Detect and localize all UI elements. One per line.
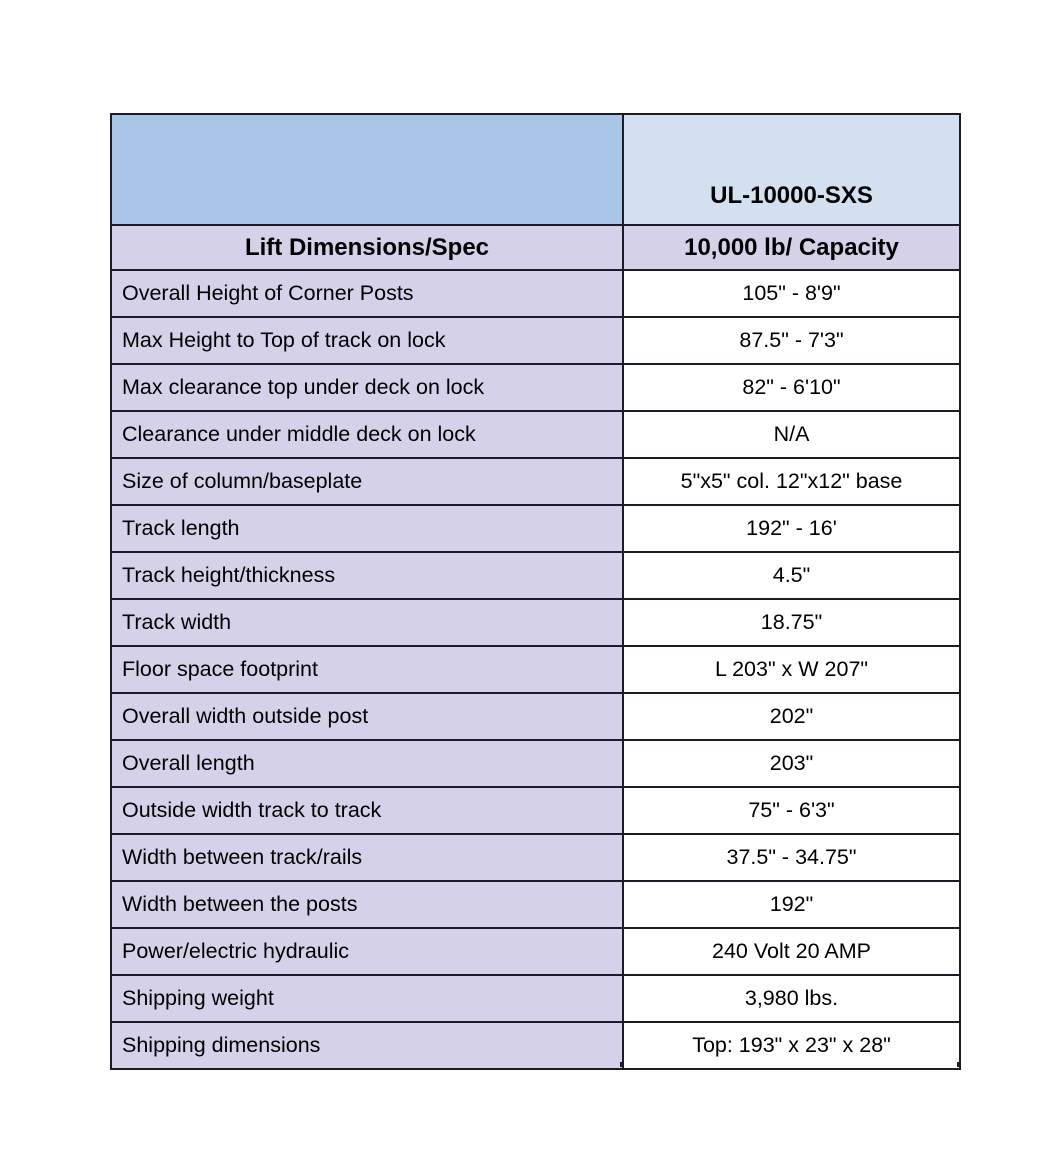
spec-label: Width between track/rails: [111, 834, 623, 881]
spec-label: Track width: [111, 599, 623, 646]
spec-value: 4.5": [623, 552, 960, 599]
spec-label: Outside width track to track: [111, 787, 623, 834]
spec-value: 240 Volt 20 AMP: [623, 928, 960, 975]
table-row: [111, 411, 960, 458]
spec-value: L 203" x W 207": [623, 646, 960, 693]
spec-label: Track height/thickness: [111, 552, 623, 599]
table-row: [111, 646, 960, 693]
table-row: [111, 975, 960, 1022]
header-blank-cell: [111, 114, 623, 225]
spec-label: Size of column/baseplate: [111, 458, 623, 505]
spec-label: Shipping weight: [111, 975, 623, 1022]
clipped-label-cell: [110, 1062, 622, 1067]
spec-label: Max clearance top under deck on lock: [111, 364, 623, 411]
spec-label: Width between the posts: [111, 881, 623, 928]
table-row: [111, 881, 960, 928]
spec-label: Power/electric hydraulic: [111, 928, 623, 975]
table-row: [111, 317, 960, 364]
table-row: [111, 599, 960, 646]
spec-label: Shipping dimensions: [111, 1022, 623, 1069]
spec-value: 192": [623, 881, 960, 928]
spec-value: 192" - 16': [623, 505, 960, 552]
spec-value: 3,980 lbs.: [623, 975, 960, 1022]
spec-label: Overall length: [111, 740, 623, 787]
clipped-next-row: [110, 1062, 959, 1067]
table-row: [111, 505, 960, 552]
table-subheader-row: [111, 225, 960, 270]
table-row: [111, 458, 960, 505]
table-body: [111, 114, 960, 1069]
clipped-value-cell: [622, 1062, 959, 1067]
table-row: [111, 740, 960, 787]
spec-value: 82" - 6'10": [623, 364, 960, 411]
table-row: [111, 787, 960, 834]
spec-label: Overall Height of Corner Posts: [111, 270, 623, 317]
spec-label: Clearance under middle deck on lock: [111, 411, 623, 458]
spec-value: 105" - 8'9": [623, 270, 960, 317]
subheader-spec-column: Lift Dimensions/Spec: [111, 225, 623, 270]
spec-value: 5"x5" col. 12"x12" base: [623, 458, 960, 505]
spec-value: 37.5" - 34.75": [623, 834, 960, 881]
spec-value: 75" - 6'3": [623, 787, 960, 834]
spec-label: Max Height to Top of track on lock: [111, 317, 623, 364]
table-row: [111, 364, 960, 411]
lift-specifications-table: [110, 113, 961, 1070]
table-row: [111, 693, 960, 740]
table-header-band: [111, 114, 960, 225]
spec-value: Top: 193" x 23" x 28": [623, 1022, 960, 1069]
spec-value: 203": [623, 740, 960, 787]
table-row: [111, 834, 960, 881]
spec-value: 202": [623, 693, 960, 740]
table-row: [111, 928, 960, 975]
spec-label: Track length: [111, 505, 623, 552]
header-model-cell: UL-10000-SXS: [623, 114, 960, 225]
spec-value: 87.5" - 7'3": [623, 317, 960, 364]
table-row: [111, 270, 960, 317]
spec-label: Overall width outside post: [111, 693, 623, 740]
spec-value: 18.75": [623, 599, 960, 646]
spec-label: Floor space footprint: [111, 646, 623, 693]
spec-value: N/A: [623, 411, 960, 458]
subheader-capacity-column: 10,000 lb/ Capacity: [623, 225, 960, 270]
table-row: [111, 552, 960, 599]
